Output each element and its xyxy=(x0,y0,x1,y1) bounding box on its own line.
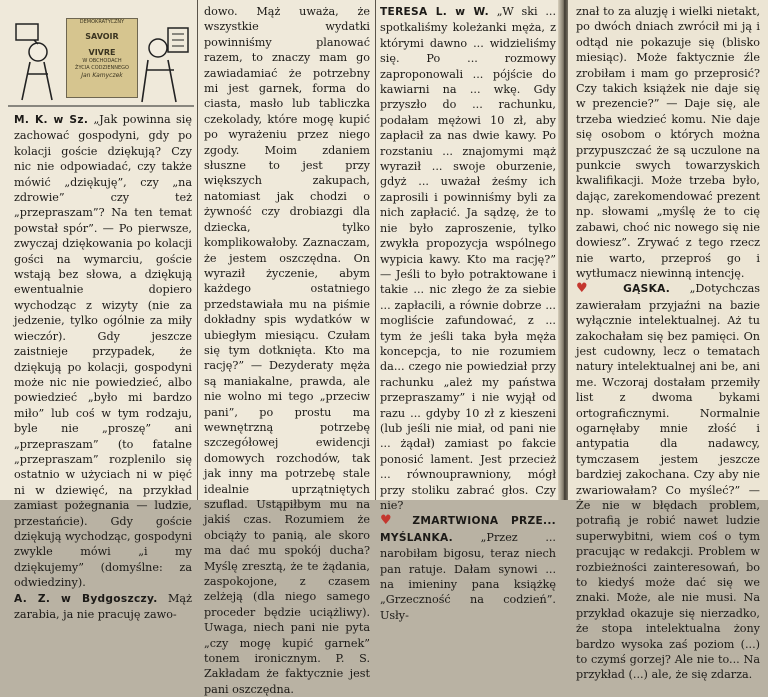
badge-title: SAVOIR xyxy=(85,32,119,41)
letter-text: Mąż zarabia, ja nie pracuję zawo- xyxy=(14,591,192,621)
reader-signature: A. Z. w Bydgoszczy. xyxy=(14,592,158,605)
right-page xyxy=(568,0,768,682)
letter-4 xyxy=(380,513,556,623)
column-divider xyxy=(375,0,376,500)
column-header-illustration xyxy=(8,4,194,110)
badge-title: VIVRE xyxy=(88,48,116,57)
reader-signature: GĄSKA. xyxy=(623,283,671,296)
reader-signature: ZMARTWIONA PRZE... MYŚLANKA. xyxy=(380,515,557,544)
reader-signature: M. K. w Sz. xyxy=(14,114,89,126)
savoir-vivre-badge xyxy=(66,18,138,98)
letter-text: „Jak powinna się zachować gospodyni, gdy po kolacji goście dziękują? Czy nic nie odpowiadać, czy także mówić „dziękuję”, czy „na zdrowie” czy też „przepraszam”? Na ten temat powstał spór”. — Po pierwsze, zwyczaj dziękowania po kolacji gości na wymarciu, goście wstają bez słowa, a dziękują ewentualnie dopiero wychodząc z wizyty (nie za jedzenie, tylko ogólnie za miły wieczór). Gdy jeszcze zaistnieje przypadek, że dziękują po kolacji, gospodyni może nic nie powiedzieć, albo powiedzieć „było mi bardzo miło” lub coś w tym rodzaju, byle nie „proszę” ani „przepraszam” (to fatalne „przepraszam” rozplenilo się ostatnio w użyciach ni w pięć ni w dziewięć, na przykład zamiast pożegnania — ludzie, przestańcie). Gdy goście dziękują wychodząc, gospodyni zwykle mówi „i my dziękujemy” (domyślne: za odwiedziny). xyxy=(14,113,192,590)
letter-text: dowo. Mąż uważa, że wszystkie wydatki powinniśmy planować razem, to znaczy mam go zawiadamiać że potrzebny mi jest garnek, forma do ciasta, masło lub tabliczka czekolady, które mogę kupić po wyrażeniu przez niego zgody. Moim zdaniem słuszne to jest przy większych zakupach, natomiast jak chodzi o żywność czy drobiazgi dla dziecka, tylko komplikowałoby. Zaznaczam, że jestem oszczędna. On wyraził życzenie, abym każdego ostatniego przedstawiała mu na piśmie dokładny spis wydatków w ubiegłym miesiącu. Czułam się tym dotknięta. Kto ma rację?” — Dezyderaty męża są maniakalne, prawda, ale nie wolno mi tego „przeciw pani”, po prostu ma wewnętrzną potrzebę szczegółowej ewidencji domowych rozchodów, tak jak inny ma potrzebę stale idealnie uprzątniętych szuflad. Ustąpiłbym mu na jakiś czas. Rozumiem że obciąży to panią, ale skoro ma dać mu spokój ducha? Myślę zresztą, że te żądania, zaspokojone, z czasem zelżeją (dla niego samego proceder będzie uciążliwy). Uwaga, niech pani nie pyta „czy mogę kupić garnek” tonem ironicznym. P. S. Zakładam że faktycznie jest pani oszczędna. xyxy=(204,5,370,696)
reader-signature: TERESA L. w W. xyxy=(380,6,490,18)
letter-3 xyxy=(380,4,556,513)
letter-2 xyxy=(14,591,192,623)
column-3 xyxy=(380,4,556,623)
column-2 xyxy=(204,4,370,697)
heart-icon: ♥ xyxy=(380,513,401,529)
letter-text: znał to za aluzję i wielki nietakt, po dwóch dniach zwrócił mi ją i odtąd nie pokazuje się (blisko miesiąc). Może faktycznie źle zrobiłam i mam go przeprosić? Czy takich książek nie daje się w prezencie?” — Daje się, ale trzeba wiedzieć komu. Nie daje się osobom o których można przypuszczać że są uczulone na punkcie swych towarzyskich kwalifikacji. Może trzeba było, dając, zarekomendować prezent np. słowami „myślę że to cię zabawi, choć nic nowego się nie dowiesz”. Zrywać z tego rzecz nie warto, przeproś go i wytłumacz niewinną intencję. xyxy=(576,5,760,280)
heart-icon: ♥ xyxy=(576,281,604,297)
badge-line: W OBCHODACH xyxy=(82,58,122,64)
badge-author: Jan Kamyczek xyxy=(81,72,123,79)
letter-text: „W ski ... spotkaliśmy koleżanki męża, z którymi dawno ... widzieliśmy się. Po ... rozmowy zaproponowali ... pójście do kawiarni na ... wkę. Gdy przyszło do ... rachunku, podałam mężowi 10 zł, aby zapłacił za nas dwie kawy. Po rozstaniu ... znajomymi mąż wyraził ... swoje oburzenie, gdyż ... uważał żeśmy ich zaprosili i powinniśmy byli za nich zapłacić. Ja sądzę, że to nie było zaproszenie, tylko zwykła propozycja wspólnego wypicia kawy. Kto ma rację?” — Jeśli to było potraktowane i takie ... nic złego że za siebie ... zapłacili, a równie dobrze ... mogliście zafundować, z ... tym że jeśli taka była męża koncepcja, to nie rozumiem da... czego nie powiedział przy rachunku „ależ my państwa przepraszamy” i nie wyjął od razu ... gdyby 10 zł z kieszeni (lub jeśli nie miał, od pani nie ... żądał) zamiast po fakcie ponosić lament. Jest przecież ... równouprawniony, mógł przy stoliku zabrać głos. Czy nie? xyxy=(380,5,557,512)
letter-5 xyxy=(576,281,760,683)
badge-line: ŻYCIA CODZIENNEGO xyxy=(75,65,129,71)
badge-line: DEMOKRATYCZNY xyxy=(79,19,125,25)
letter-text: „Przez ... narobiłam bigosu, teraz niech pan ratuje. Dałam synowi ... na imieniny pana książkę „Grzeczność na codzień”. Usły- xyxy=(380,530,556,622)
column-divider xyxy=(197,0,198,500)
letter-text: „Dotychczas zawierałam przyjaźni na bazie wyłącznie intelektualnej. Aż tu zakochałam się bez pamięci. On jest cudowny, lecz o tematach natury intelektualnej ani be, ani me. Wczoraj dostałam przemiły list z dwoma bykami ortograficznymi. Normalnie ogarnęłaby mnie złość i antypatia dla nadawcy, tymczasem jestem jeszcze bardziej zakochana. Czy aby nie zwariowałam? Co myśleć?” — Że nie w błędach problem, potrafią je robić nawet ludzie superwybitni, wiem coś o tym pracując w redakcji. Problem w rozbieżności zainteresowań, bo to kiedyś może dać się we znaki. Może, ale nie musi. Na przykład okazuje się nierzadko, że stopa intelektualna żony bardzo wysoka zaś poziom (...) to czymś gorzej? Ale nie to... Na przykład (...) ale, że się zdarza. xyxy=(576,282,760,682)
column-1 xyxy=(14,112,192,622)
letter-1 xyxy=(14,112,192,591)
column-4 xyxy=(576,4,760,683)
